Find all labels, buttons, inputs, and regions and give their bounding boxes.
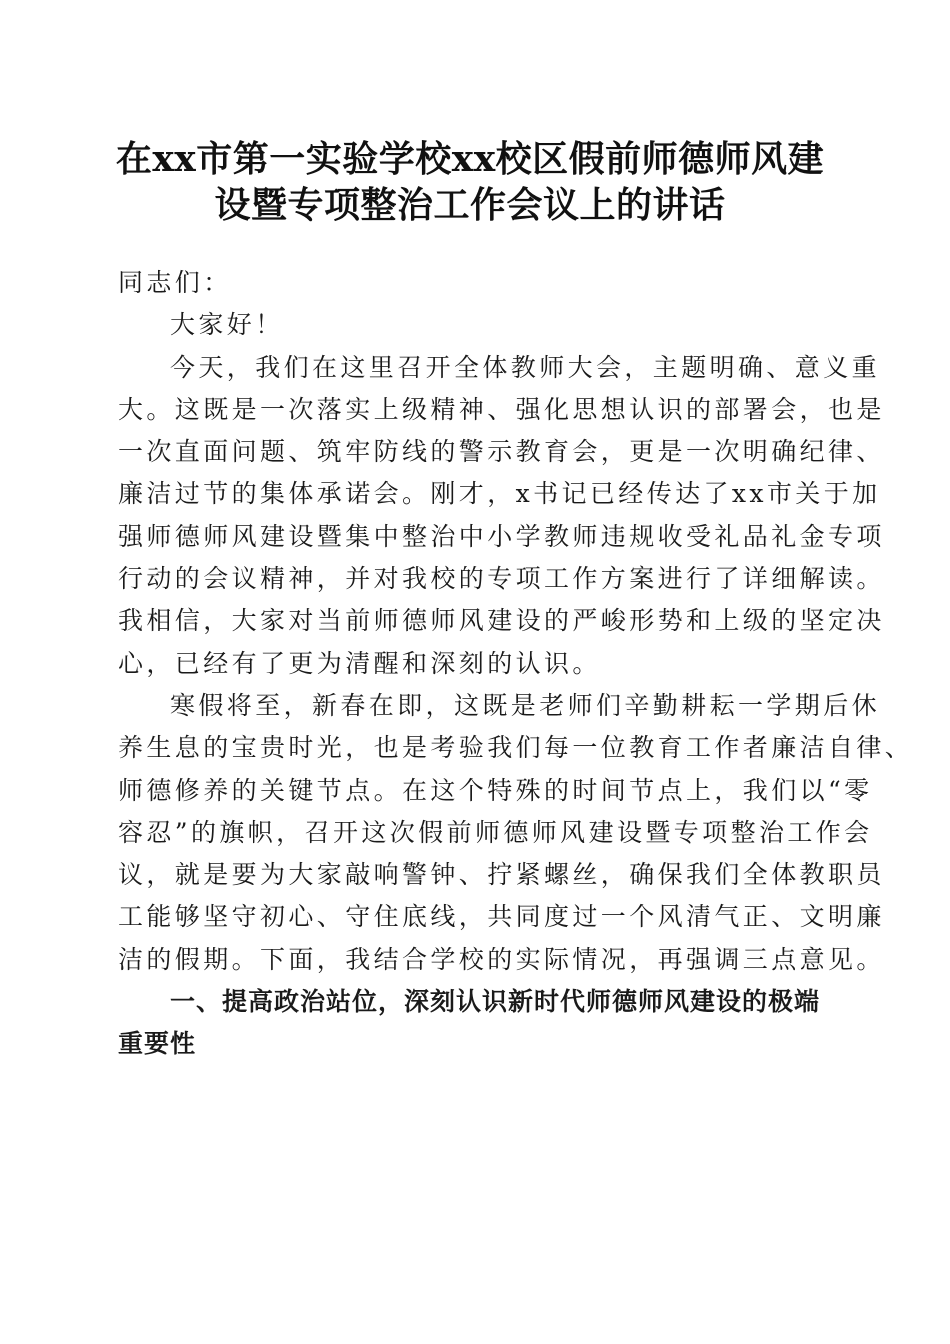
greeting: 大家好！ [170,310,284,340]
paragraph-line: 养生息的宝贵时光，也是考验我们每一位教育工作者廉洁自律、 [118,733,914,763]
paragraph-line: 寒假将至，新春在即，这既是老师们辛勤耕耘一学期后休 [170,690,881,720]
paragraph-2 [118,685,914,981]
paragraph-line: 大。这既是一次落实上级精神、强化思想认识的部署会，也是 [118,394,885,424]
document-body [118,262,914,1066]
section-heading-line: 一、提高政治站位，深刻认识新时代师德师风建设的极端 [170,987,821,1017]
paragraph-line: 一次直面问题、筑牢防线的警示教育会，更是一次明确纪律、 [118,437,885,467]
section-heading-line: 重要性 [118,1029,197,1059]
paragraph-line: 洁的假期。下面，我结合学校的实际情况，再强调三点意见。 [118,944,885,974]
salutation: 同志们： [118,268,232,297]
paragraph-line: 容忍”的旗帜，召开这次假前师德师风建设暨专项整治工作会 [118,817,873,847]
paragraph-line: 行动的会议精神，并对我校的专项工作方案进行了详细解读。 [118,564,885,594]
paragraph-line: 议，就是要为大家敲响警钟、拧紧螺丝，确保我们全体教职员 [118,860,885,890]
title-line-2: 设暨专项整治工作会议上的讲话 [214,184,726,226]
paragraph-line: 心，已经有了更为清醒和深刻的认识。 [118,648,601,678]
paragraph-1 [118,347,885,685]
paragraph-line: 工能够坚守初心、守住底线，共同度过一个风清气正、文明廉 [118,902,885,932]
title-line-1: 在xx市第一实验学校xx校区假前师德师风建 [115,138,825,180]
paragraph-line: 廉洁过节的集体承诺会。刚才，x书记已经传达了xx市关于加 [118,479,881,509]
paragraph-line: 今天，我们在这里召开全体教师大会，主题明确、意义重 [170,352,881,382]
document-title [100,136,840,228]
paragraph-line: 强师德师风建设暨集中整治中小学教师违规收受礼品礼金专项 [118,521,885,551]
section-heading [118,981,824,1066]
paragraph-line: 我相信，大家对当前师德师风建设的严峻形势和上级的坚定决 [118,606,885,636]
paragraph-line: 师德修养的关键节点。在这个特殊的时间节点上，我们以“零 [118,775,873,805]
